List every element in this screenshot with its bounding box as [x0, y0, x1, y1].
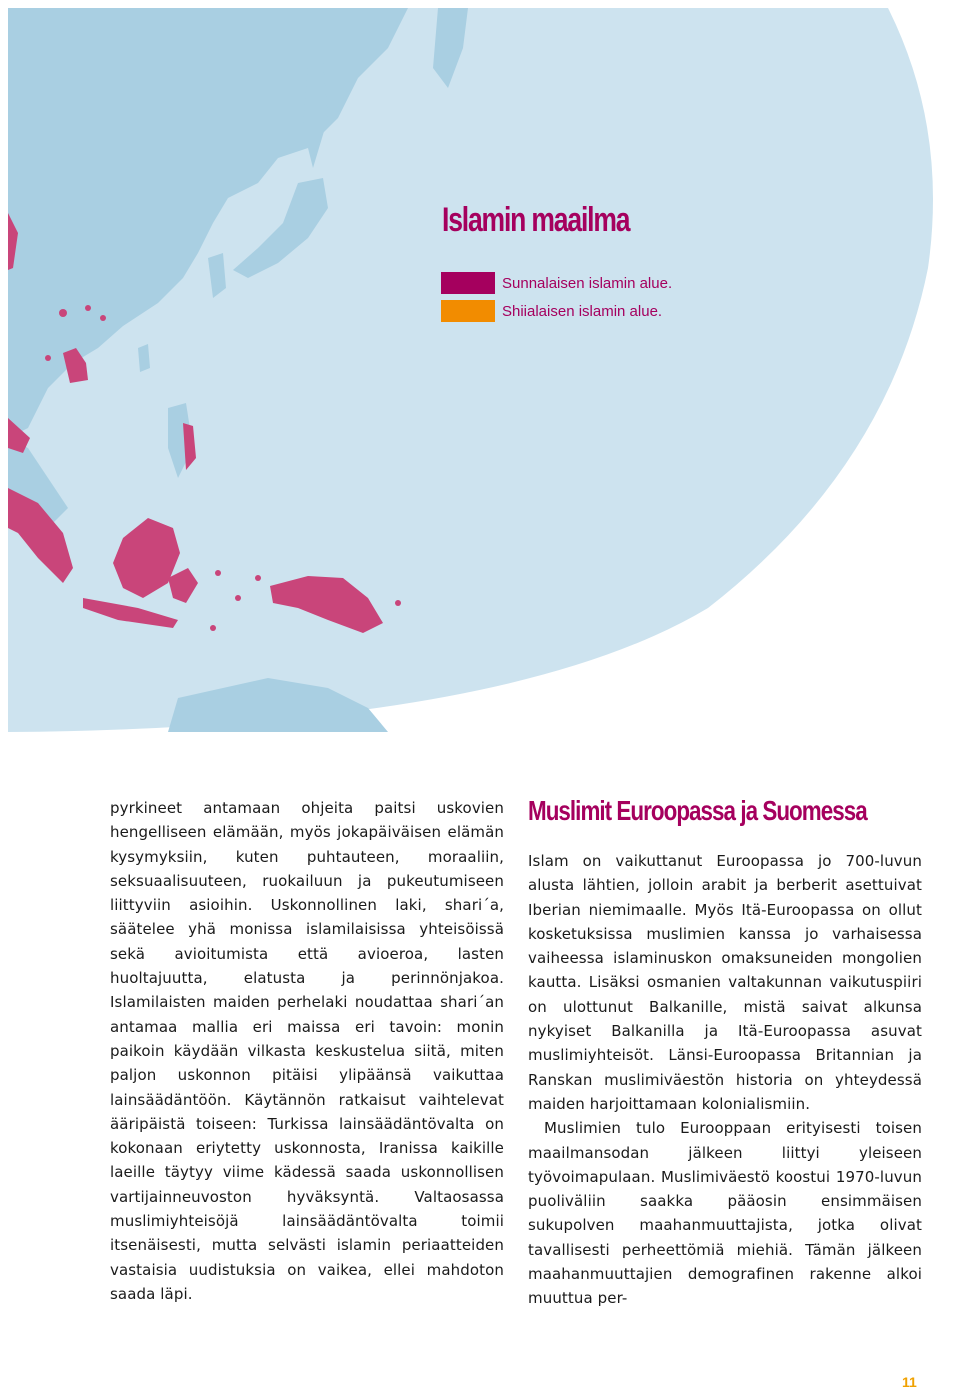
legend-swatch-shia	[441, 300, 495, 322]
article-left-column	[110, 796, 504, 1306]
legend-swatch-sunni	[441, 272, 495, 294]
map-illustration	[8, 8, 960, 732]
section-heading: Muslimit Euroopassa ja Suomessa	[528, 795, 867, 826]
world-map	[8, 8, 960, 732]
taiwan	[138, 344, 150, 372]
body-paragraph: pyrkineet antamaan ohjeita paitsi uskovien hengelliseen elämään, myös jokapäiväisen elämän kysymyksiin, kuten puhtauteen, moraaliin, seksuaalisuuteen, ruokailuun ja pukeutumiseen liittyviin asioihin. Uskonnollinen laki, shari´a, säätelee yhä monissa islamilaisissa yhteisöissä sekä avioitumista että avioeroa, lasten huoltajuutta, elatusta ja perinnönjakoa. Islamilaisten maiden perhelaki noudattaa shari´an antamaa mallia eri maissa eri tavoin: monin paikoin käydään vilkasta keskustelua siitä, miten paljon uskonnon pitäisi ylipäänsä vaikuttaa lainsäädäntöön. Käytännön ratkaisut vaihtelevat ääripäistä toiseen: Turkissa lainsäädäntövalta on kokonaan eriytetty uskonnosta, Iranissa kaikille laeille täytyy viime kädessä saada uskonnollisen vartijainneuvoston hyväksyntä. Valtaosassa muslimiyhteisöjä lainsäädäntövalta toimii itsenäisesti, mutta selvästi islamin periaatteiden vastaisia uudistuksia on vaikea, ellei mahdoton saada läpi.	[110, 799, 504, 1303]
body-paragraph: Muslimien tulo Eurooppaan erityisesti toisen maailmansodan jälkeen liittyi yleiseen työvoimapulaan. Muslimiväestö koostui 1970-luvun puoliväliin saakka pääosin ensimmäisen sukupolven maahanmuuttajista, jotka olivat tavallisesti perheettömiä miehiä. Tämän jälkeen maahanmuuttajien demografinen rakenne alkoi muuttua per-	[528, 1119, 922, 1308]
map-title: Islamin maailma	[442, 201, 630, 239]
body-paragraph: Islam on vaikuttanut Euroopassa jo 700-luvun alusta lähtien, jolloin arabit ja berberit asettuivat Iberian niemimaalle. Myös Itä-Euroopassa on ollut kosketuksissa muslimien kanssa jo varhaisessa vaiheessa islaminuskon omaksuneiden mongolien kautta. Lisäksi osmanien valtakunnan vaikutuspiiri on ulottunut Balkanille, mistä saivat alkunsa nykyiset Balkanilla ja Itä-Euroopassa asuvat muslimiyhteisöt. Länsi-Euroopassa Britannian ja Ranskan muslimiväestön historia on yhteydessä maiden harjoittamaan kolonialismiin.	[528, 852, 922, 1113]
legend-label-sunni: Sunnalaisen islamin alue.	[502, 275, 673, 292]
page-number: 11	[902, 1374, 917, 1390]
article-right-column	[528, 796, 922, 1311]
legend-label-shia: Shiialaisen islamin alue.	[502, 303, 663, 320]
